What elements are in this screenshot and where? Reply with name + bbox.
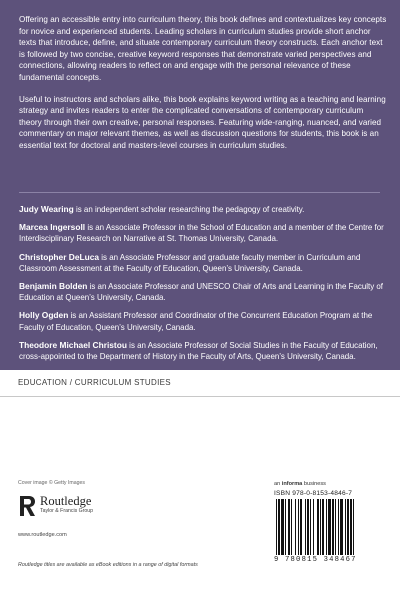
divider-line	[19, 192, 380, 193]
isbn-number: ISBN 978-0-8153-4846-7	[274, 490, 353, 497]
category-divider	[0, 396, 400, 397]
author-bio	[19, 340, 391, 362]
publisher-website: www.routledge.com	[18, 532, 67, 538]
ebook-note: Routledge titles are available as eBook editions in a range of digital formats	[18, 562, 198, 568]
author-bios	[19, 204, 391, 369]
author-name: Judy Wearing	[19, 204, 74, 214]
author-bio	[19, 222, 391, 244]
author-bio-text: is an Associate Professor of Social Studies in the Faculty of Education, cross-appointed to the Department of History in the Faculty of Arts, Queen’s University, Canada.	[19, 340, 378, 362]
description-paragraph-2: Useful to instructors and scholars alike, this book explains keyword writing as a teaching and learning strategy and invites readers to enter the complicated conversations of contemporary curriculum theory through their own creative, personal responses. Featuring wide-ranging, nuanced, and varied commentary on major relevant themes, as well as discussion questions for students, this book is an essential text for doctoral and masters-level courses in curriculum studies.	[19, 94, 386, 150]
author-name: Marcea Ingersoll	[19, 222, 86, 233]
author-bio	[19, 204, 391, 215]
author-bio-text: is an Associate Professor in the School of Education and a member of the Centre for Interdisciplinary Research on Narrative at St. Thomas University, Canada.	[19, 223, 384, 244]
subject-category: EDUCATION / CURRICULUM STUDIES	[18, 378, 171, 387]
informa-suffix: business	[302, 481, 326, 487]
author-name: Holly Ogden	[19, 310, 69, 321]
book-description	[19, 14, 388, 152]
description-paragraph-1: Offering an accessible entry into curriculum theory, this book defines and contextualizes key concepts for novice and experienced students. Leading scholars in curriculum studies provide short anchor texts that introduce, define, and situate contemporary curriculum theory constructs. Each anchor text is followed by two concise, creative keyword responses that demonstrate varied perspectives and connections, allowing readers to reflect on and engage with the personal relevance of these fundamental concepts.	[19, 15, 387, 82]
author-name: Theodore Michael Christou	[19, 339, 127, 350]
publisher-subtitle: Taylor & Francis Group	[40, 508, 94, 514]
barcode-icon	[274, 499, 384, 555]
author-name: Christopher DeLuca	[19, 251, 100, 262]
informa-business-label	[274, 481, 326, 487]
author-bio-text: is an independent scholar researching the pedagogy of creativity.	[73, 205, 305, 214]
cover-credit: Cover image © Getty Images	[18, 480, 85, 486]
footer-area	[0, 370, 400, 600]
informa-prefix: an	[274, 481, 282, 487]
author-bio-text: is an Associate Professor and graduate faculty member in Curriculum and Classroom Assessment at the Faculty of Education, Queen’s University, Canada.	[19, 252, 361, 273]
author-bio	[19, 252, 391, 274]
isbn-barcode	[274, 490, 388, 578]
publisher-name: Routledge	[40, 494, 92, 508]
author-bio	[19, 281, 391, 303]
informa-brand: informa	[281, 481, 303, 487]
publisher-logo	[18, 494, 138, 518]
routledge-r-icon	[18, 495, 36, 517]
author-bio-text: is an Assistant Professor and Coordinator of the Concurrent Education Program at the Faculty of Education, Queen’s University, Canada.	[19, 311, 373, 332]
author-bio-text: is an Associate Professor and UNESCO Chair of Arts and Learning in the Faculty of Education at Queen’s University, Canada.	[19, 282, 384, 303]
author-name: Benjamin Bolden	[19, 281, 88, 292]
barcode-digits: 9 780815 348467	[274, 556, 357, 564]
author-bio	[19, 310, 391, 332]
